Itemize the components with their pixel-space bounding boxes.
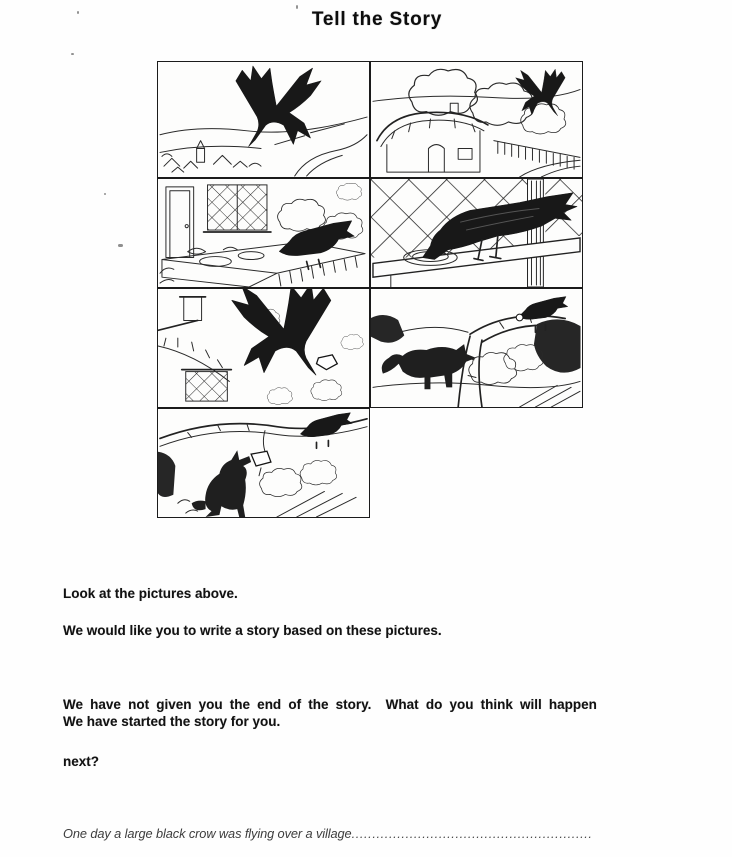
falling-cheese-icon bbox=[251, 451, 271, 466]
scan-speck bbox=[296, 5, 298, 9]
garden-table-icon bbox=[162, 242, 365, 287]
cloud-icon bbox=[341, 334, 364, 349]
cottage-door-icon bbox=[166, 187, 194, 258]
thatched-cottage-icon bbox=[377, 103, 488, 172]
fox-sitting-icon bbox=[192, 450, 251, 517]
foliage-icon bbox=[371, 315, 404, 342]
motion-line-icon bbox=[259, 468, 261, 476]
story-panel-1 bbox=[157, 61, 370, 178]
instruction-line-4: We have started the story for you. bbox=[63, 714, 281, 729]
cheese-icon bbox=[316, 355, 337, 370]
instruction-line-2: We would like you to write a story based on these pictures. bbox=[63, 623, 442, 638]
story-panel-5 bbox=[157, 288, 370, 408]
worksheet-title: Tell the Story bbox=[311, 9, 443, 30]
dotted-leader: .......................................................... bbox=[351, 826, 593, 841]
crow-perched-icon bbox=[279, 221, 354, 270]
story-starter-line bbox=[63, 826, 593, 841]
slope-icon bbox=[520, 385, 580, 407]
lattice-window-icon bbox=[204, 185, 271, 232]
bush-icon bbox=[278, 199, 326, 231]
scan-speck bbox=[77, 11, 79, 14]
instruction-line-3 bbox=[63, 657, 683, 809]
cloud-icon bbox=[311, 380, 342, 401]
tree-icon bbox=[409, 69, 478, 115]
story-picture-grid bbox=[157, 61, 583, 518]
instruction-line-3a: We have not given you the end of the story. What do you think will happen bbox=[63, 697, 597, 712]
cloud-icon bbox=[267, 388, 292, 405]
story-starter-text: One day a large black crow was flying over a village bbox=[63, 826, 352, 841]
tree-icon bbox=[470, 83, 533, 125]
bush-icon bbox=[260, 468, 302, 496]
instruction-line-3b: next? bbox=[63, 754, 100, 769]
crow-flying-icon bbox=[236, 66, 321, 146]
story-panel-6 bbox=[370, 288, 583, 408]
foliage-icon bbox=[534, 320, 580, 372]
chimney-icon bbox=[180, 297, 206, 321]
path-icon bbox=[520, 160, 580, 177]
instruction-line-1: Look at the pictures above. bbox=[63, 586, 238, 601]
story-panel-2 bbox=[370, 61, 583, 178]
cloud-icon bbox=[336, 183, 361, 200]
bush-icon bbox=[521, 104, 566, 134]
fence-icon bbox=[494, 141, 580, 170]
lattice-window-icon bbox=[182, 370, 232, 401]
foliage-icon bbox=[158, 452, 175, 496]
scan-speck bbox=[104, 193, 106, 195]
fox-icon bbox=[382, 344, 476, 389]
cheese-icon bbox=[516, 314, 523, 321]
crow-flying-icon bbox=[232, 289, 331, 375]
crow-perched-icon bbox=[300, 413, 352, 449]
story-panel-4 bbox=[370, 178, 583, 288]
crow-flying-icon bbox=[516, 69, 566, 116]
story-panel-7 bbox=[157, 408, 370, 518]
scan-speck bbox=[71, 53, 74, 55]
post-icon bbox=[528, 179, 544, 287]
bush-icon bbox=[300, 460, 337, 484]
story-panel-3 bbox=[157, 178, 370, 288]
scan-speck bbox=[118, 244, 123, 247]
